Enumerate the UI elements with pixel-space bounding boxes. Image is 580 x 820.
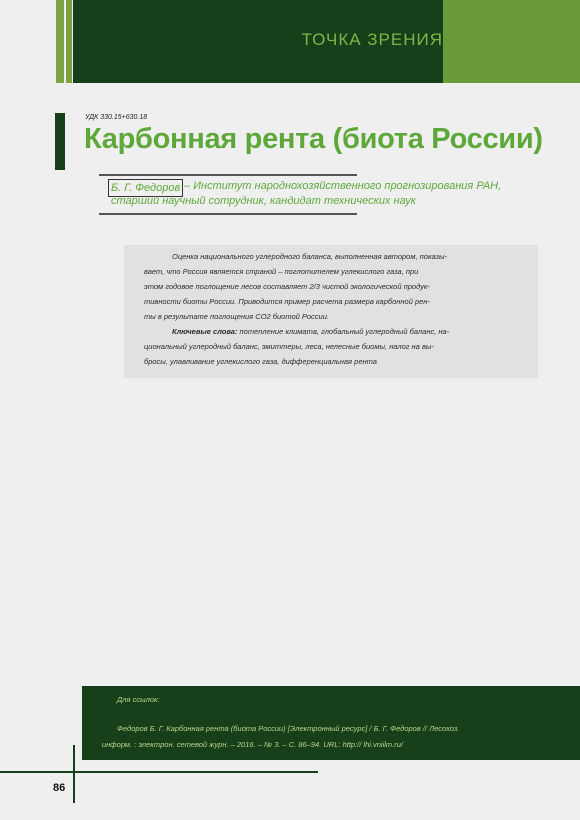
author-affiliation: – Институт народнохозяйственного прогнозирования РАН, (184, 180, 502, 192)
header-band-light (443, 0, 580, 83)
abstract-line: ты в результате поглощения CO2 биотой России. (144, 312, 329, 321)
title-accent-bar (55, 113, 65, 170)
citation-text: информ. : электрон. сетевой журн. – 2016. – № 3. – С. 86–94. URL: http:// lhi.vniilm.ru/ (102, 740, 403, 749)
footer-horizontal-rule (0, 771, 318, 773)
abstract-line: тивности биоты России. Приводится пример расчета размера карбонной рен- (144, 297, 430, 306)
keywords-text: потепление климата, глобальный углеродный баланс, на- (237, 327, 450, 336)
keywords-line (172, 327, 580, 336)
citation-text: Федоров Б. Г. Карбонная рента (биота России) [Электронный ресурс] / Б. Г. Федоров // Лесохоз. (117, 724, 460, 733)
keywords-line: циональный углеродный баланс, эмиттеры, леса, нелесные биомы, налог на вы- (144, 342, 434, 351)
keywords-label: Ключевые слова: (172, 327, 238, 336)
abstract-line: этом годовое поглощение лесов составляет 2/3 чистой экологической продук- (144, 282, 430, 291)
author-rule-bottom (99, 213, 357, 215)
page-number: 86 (53, 782, 66, 794)
citation-label: Для ссылок: (117, 695, 160, 704)
keywords-line: бросы, улавливание углекислого газа, дифференциальная рента (144, 357, 377, 366)
article-title: Карбонная рента (биота России) (84, 123, 543, 155)
author-position: старший научный сотрудник, кандидат технических наук (111, 195, 416, 207)
abstract-line: вает, что Россия является страной – поглотителем углекислого газа, при (144, 267, 419, 276)
section-title: ТОЧКА ЗРЕНИЯ (301, 30, 443, 49)
abstract-box (124, 245, 538, 378)
header-stripe (66, 0, 72, 83)
abstract-line: Оценка национального углеродного баланса, выполненная автором, показы- (172, 252, 447, 261)
author-name: Б. Г. Федоров (108, 179, 183, 197)
author-rule-top (99, 174, 357, 176)
udk-code: УДК 330.15+630.18 (85, 114, 148, 121)
header-stripe (56, 0, 64, 83)
footer-vertical-rule (73, 745, 75, 803)
